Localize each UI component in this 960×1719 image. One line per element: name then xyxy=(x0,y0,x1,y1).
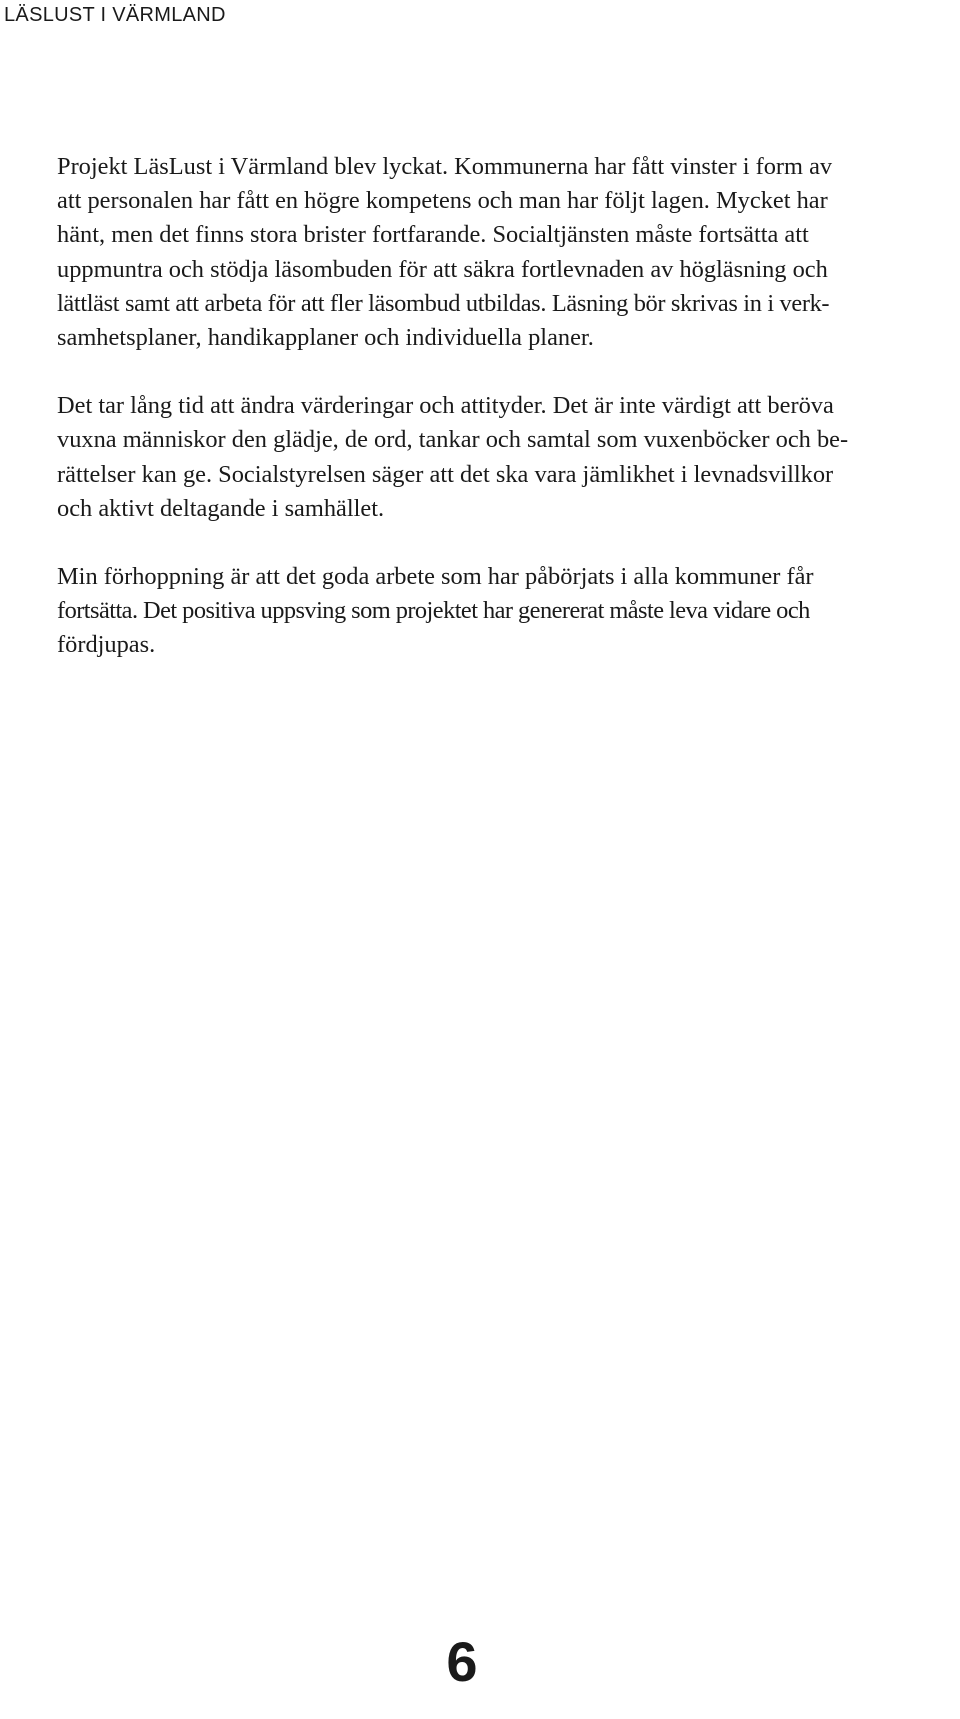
paragraph-1 xyxy=(57,150,960,355)
paragraph-2 xyxy=(57,389,960,526)
text-line: lättläst samt att arbeta för att fler läsombud utbildas. Läsning bör skrivas in i verk- xyxy=(57,289,830,317)
page-number: 6 xyxy=(446,1630,478,1693)
running-header: LÄSLUST I VÄRMLAND xyxy=(4,4,226,26)
text-line: och aktivt deltagande i samhället. xyxy=(57,494,385,522)
text-line: Projekt LäsLust i Värmland blev lyckat. Kommunerna har fått vinster i form av xyxy=(57,153,833,180)
text-line: att personalen har fått en högre kompetens och man har följt lagen. Mycket har xyxy=(57,187,828,215)
body-text xyxy=(57,150,960,697)
text-line: vuxna människor den glädje, de ord, tankar och samtal som vuxenböcker och be- xyxy=(57,426,849,454)
text-line: fortsätta. Det positiva uppsving som projektet har genererat måste leva vidare och xyxy=(57,597,810,625)
text-line: Min förhoppning är att det goda arbete som har påbörjats i alla kommuner får xyxy=(57,563,814,591)
text-line: Det tar lång tid att ändra värderingar och attityder. Det är inte värdigt att beröva xyxy=(57,392,834,420)
paragraph-3 xyxy=(57,560,960,663)
text-line: uppmuntra och stödja läsombuden för att säkra fortlevnaden av högläsning och xyxy=(57,255,828,283)
text-line: rättelser kan ge. Socialstyrelsen säger att det ska vara jämlikhet i levnadsvillkor xyxy=(57,460,834,488)
text-line: samhetsplaner, handikapplaner och individuella planer. xyxy=(57,324,594,352)
text-line: fördjupas. xyxy=(57,631,156,659)
text-line: hänt, men det finns stora brister fortfarande. Socialtjänsten måste fortsätta att xyxy=(57,221,809,249)
